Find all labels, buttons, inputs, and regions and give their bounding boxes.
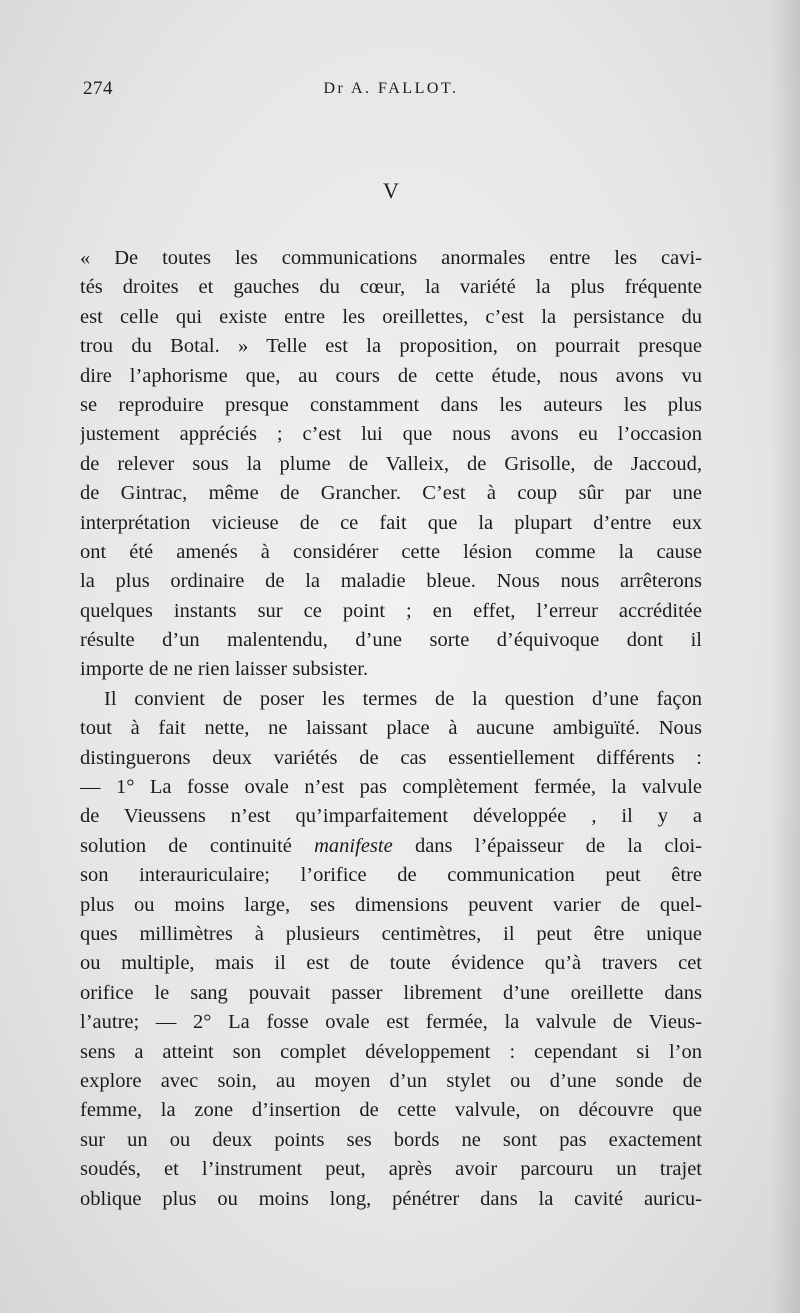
text-line: interprétation vicieuse de ce fait que la plupart d’entre eux bbox=[80, 511, 702, 534]
text-segment: dans l’épaisseur de la cloi- bbox=[414, 834, 702, 857]
text-line: la plus ordinaire de la maladie bleue. Nous nous arrêterons bbox=[80, 570, 702, 593]
text-line: l’autre; — 2° La fosse ovale est fermée, la valvule de Vieus- bbox=[80, 1011, 702, 1034]
text-line: ont été amenés à considérer cette lésion comme la cause bbox=[80, 540, 702, 563]
text-line: son interauriculaire; l’orifice de communication peut être bbox=[80, 864, 702, 887]
text-line: distinguerons deux variétés de cas essentiellement différents : bbox=[80, 746, 702, 769]
header-author: Dr A. FALLOT. bbox=[323, 80, 459, 97]
text-line: quelques instants sur ce point ; en effet, l’erreur accréditée bbox=[80, 599, 702, 622]
text-line: femme, la zone d’insertion de cette valvule, on découvre que bbox=[80, 1099, 702, 1122]
text-line: est celle qui existe entre les oreillettes, c’est la persistance du bbox=[80, 305, 702, 328]
text-line: orifice le sang pouvait passer librement d’une oreillette dans bbox=[80, 981, 702, 1004]
text-line: se reproduire presque constamment dans les auteurs les plus bbox=[80, 393, 702, 416]
text-line: importe de ne rien laisser subsister. bbox=[80, 658, 369, 681]
text-line: résulte d’un malentendu, d’une sorte d’équivoque dont il bbox=[80, 629, 702, 652]
text-line: justement appréciés ; c’est lui que nous avons eu l’occasion bbox=[80, 423, 702, 446]
text-line: trou du Botal. » Telle est la proposition, on pourrait presque bbox=[80, 335, 702, 358]
text-line: de relever sous la plume de Valleix, de Grisolle, de Jaccoud, bbox=[80, 452, 702, 475]
text-line: ques millimètres à plusieurs centimètres, il peut être unique bbox=[80, 922, 702, 945]
text-line: Il convient de poser les termes de la question d’une façon bbox=[104, 687, 702, 710]
text-line: « De toutes les communications anormales entre les cavi- bbox=[80, 247, 702, 269]
text-line bbox=[80, 832, 702, 861]
text-line: oblique plus ou moins long, pénétrer dans la cavité auricu- bbox=[80, 1187, 702, 1210]
text-line: de Gintrac, même de Grancher. C’est à coup sûr par une bbox=[80, 482, 702, 505]
text-line: ou multiple, mais il est de toute évidence qu’à travers cet bbox=[80, 952, 702, 975]
section-heading: V bbox=[383, 178, 399, 203]
page-number: 274 bbox=[83, 78, 113, 99]
body-text bbox=[80, 244, 702, 1214]
text-line: — 1° La fosse ovale n’est pas complètement fermée, la valvule bbox=[80, 776, 702, 799]
running-header bbox=[80, 78, 702, 112]
text-line: sur un ou deux points ses bords ne sont pas exactement bbox=[80, 1128, 702, 1151]
text-line: dire l’aphorisme que, au cours de cette étude, nous avons vu bbox=[80, 364, 702, 387]
italic-word: manifeste bbox=[314, 834, 393, 857]
text-line: de Vieussens n’est qu’imparfaitement développée , il y a bbox=[80, 805, 702, 828]
text-line: tés droites et gauches du cœur, la variété la plus fréquente bbox=[80, 276, 702, 299]
text-line: plus ou moins large, ses dimensions peuvent varier de quel- bbox=[80, 893, 702, 916]
text-line: explore avec soin, au moyen d’un stylet ou d’une sonde de bbox=[80, 1069, 702, 1092]
text-segment: solution de continuité bbox=[80, 834, 292, 857]
text-line: tout à fait nette, ne laissant place à aucune ambiguïté. Nous bbox=[80, 717, 702, 740]
text-line: sens a atteint son complet développement : cependant si l’on bbox=[80, 1040, 702, 1063]
text-line: soudés, et l’instrument peut, après avoir parcouru un trajet bbox=[80, 1158, 702, 1181]
